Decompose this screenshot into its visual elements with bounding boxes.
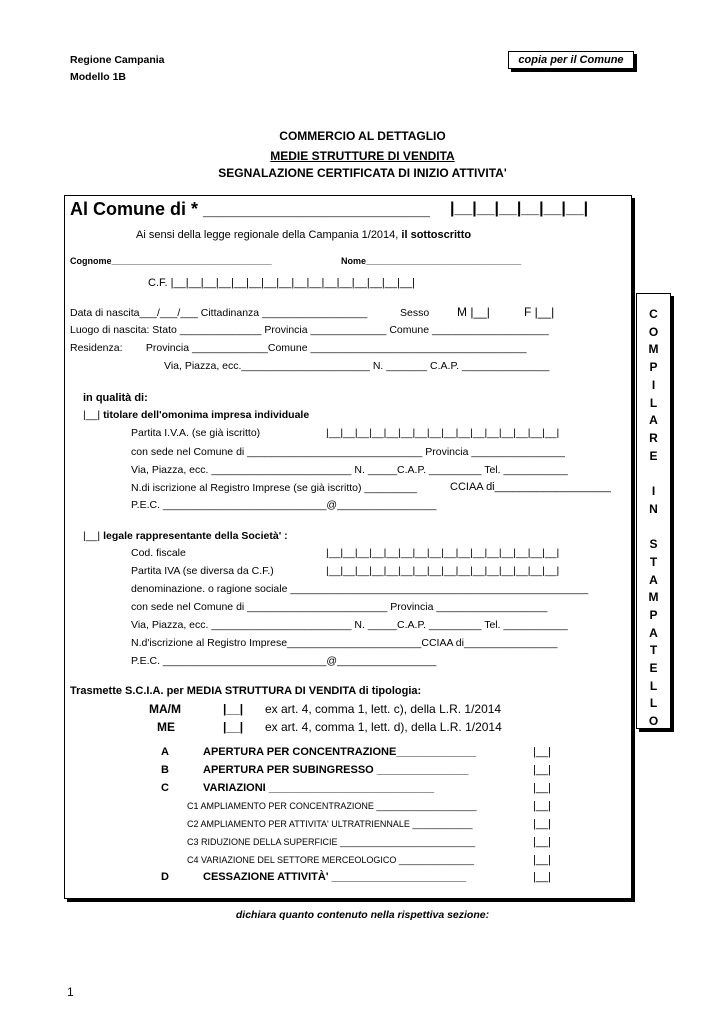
legale-cf-field[interactable]: |__|__|__|__|__|__|__|__|__|__|__|__|__|__|__|__| — [326, 547, 560, 559]
side-letter: C — [649, 307, 658, 321]
comune-label: Al Comune di * — [70, 199, 199, 219]
section-b-letter: B — [161, 764, 169, 776]
title-medie-strutture: MEDIE STRUTTURE DI VENDITA — [270, 149, 455, 163]
copy-label-box: copia per il Comune — [508, 51, 634, 69]
side-letter: P — [649, 607, 658, 622]
section-c-text: VARIAZIONI ___________________________ — [203, 782, 434, 794]
legale-checkbox[interactable]: |__| — [83, 530, 101, 542]
side-letter: I — [651, 377, 656, 392]
legale-pec-row[interactable]: P.E.C. ____________________________@_________________ — [131, 655, 437, 667]
side-letter: R — [649, 430, 658, 445]
side-letter: M — [648, 342, 659, 357]
section-d-checkbox[interactable]: |__| — [533, 871, 551, 883]
legale-sede-row[interactable]: con sede nel Comune di ________________________ Provincia ___________________ — [131, 601, 548, 613]
birth-row[interactable]: Data di nascita___/___/___ Cittadinanza __________________ — [70, 307, 368, 319]
side-letter: O — [648, 324, 659, 339]
comune-code[interactable]: |__|__|__|__|__|__| — [450, 200, 589, 217]
variazione-c1-text: C1 AMPLIAMENTO PER CONCENTRAZIONE ____________________ — [187, 801, 477, 811]
title-commercio: COMMERCIO AL DETTAGLIO — [279, 129, 446, 143]
section-d-text: CESSAZIONE ATTIVITÀ' ______________________ — [203, 871, 467, 883]
tipologia-mam-code: MA/M — [149, 702, 181, 716]
section-b-text: APERTURA PER SUBINGRESSO _______________ — [203, 764, 469, 776]
side-letter: T — [649, 554, 658, 569]
side-letter: L — [649, 678, 658, 693]
side-letter: A — [649, 413, 658, 428]
side-letter: E — [649, 661, 658, 675]
titolare-sede-row[interactable]: con sede nel Comune di ______________________________ Provincia ________________ — [131, 446, 565, 458]
trasmette-title: Trasmette S.C.I.A. per MEDIA STRUTTURA DI VENDITA di tipologia: — [70, 685, 422, 697]
titolare-piva-field[interactable]: |__|__|__|__|__|__|__|__|__|__|__|__|__|__|__|__| — [326, 427, 560, 439]
side-letter: E — [649, 448, 658, 463]
side-letter: L — [649, 696, 658, 711]
tipologia-me-text: ex art. 4, comma 1, lett. d), della L.R. 1/2014 — [265, 720, 502, 734]
section-a-checkbox[interactable]: |__| — [533, 746, 551, 758]
titolare-cciaa-row[interactable]: CCIAA di___________________ — [450, 481, 611, 493]
section-c-checkbox[interactable]: |__| — [533, 782, 551, 794]
variazione-c2-checkbox[interactable]: |__| — [533, 818, 551, 830]
cf-row[interactable]: C.F. |__|__|__|__|__|__|__|__|__|__|__|__|__|__|__|__| — [148, 277, 415, 289]
side-letter: A — [649, 625, 658, 640]
variazione-c3-text: C3 RIDUZIONE DELLA SUPERFICIE ___________________________ — [187, 837, 476, 847]
titolare-pec-row[interactable]: P.E.C. ____________________________@_________________ — [131, 499, 437, 511]
variazione-c3-checkbox[interactable]: |__| — [533, 836, 551, 848]
tipologia-mam-text: ex art. 4, comma 1, lett. c), della L.R. 1/2014 — [265, 702, 502, 716]
side-letter: T — [649, 643, 658, 658]
side-letter: L — [649, 395, 658, 410]
side-letter: A — [649, 572, 658, 587]
section-b-checkbox[interactable]: |__| — [533, 764, 551, 776]
variazione-c2-text: C2 AMPLIAMENTO PER ATTIVITA' ULTRATRIENNALE ____________ — [187, 819, 473, 829]
variazione-c1-checkbox[interactable]: |__| — [533, 800, 551, 812]
titolare-registro-row[interactable]: N.di iscrizione al Registro Imprese (se già iscritto) _________ — [131, 482, 417, 494]
intro-text: Ai sensi della legge regionale della Campania 1/2014, il sottoscritto — [136, 229, 472, 241]
variazione-c4-text: C4 VARIAZIONE DEL SETTORE MERCEOLOGICO _______________ — [187, 855, 474, 865]
section-a-letter: A — [161, 746, 169, 758]
side-letter: M — [648, 590, 659, 605]
side-letter: I — [651, 484, 656, 498]
sesso-label: Sesso — [400, 307, 430, 319]
legale-piva-label: Partita IVA (se diversa da C.F.) — [131, 565, 274, 577]
legale-cf-label: Cod. fiscale — [131, 547, 186, 559]
footer-note: dichiara quanto contenuto nella rispettiva sezione: — [235, 909, 490, 921]
sesso-f-checkbox[interactable]: F |__| — [524, 305, 555, 319]
legale-row[interactable]: |__| legale rappresentante della Società' : — [83, 530, 288, 542]
titolare-piva-label: Partita I.V.A. (se già iscritto) — [131, 427, 261, 439]
region-label: Regione Campania — [70, 54, 165, 66]
compilare-stampatello-box — [636, 293, 671, 729]
sesso-m-checkbox[interactable]: M |__| — [457, 305, 490, 319]
side-letter: N — [649, 501, 658, 516]
section-a-text: APERTURA PER CONCENTRAZIONE_____________ — [203, 746, 476, 758]
tipologia-mam-checkbox[interactable]: |__| — [223, 702, 244, 716]
via-row[interactable]: Via, Piazza, ecc.______________________ N. _______ C.A.P. _______________ — [164, 360, 550, 372]
page-number: 1 — [67, 985, 74, 999]
title-scia: SEGNALAZIONE CERTIFICATA DI INIZIO ATTIVITA' — [218, 166, 507, 180]
qualita-label: in qualità di: — [83, 392, 148, 404]
nome-row[interactable]: Nome_______________________________ — [341, 256, 522, 266]
residenza-row[interactable]: Residenza: Provincia _____________Comune _____________________________________ — [70, 342, 527, 354]
legale-denominazione-row[interactable]: denominazione. o ragione sociale ___________________________________________________ — [131, 583, 589, 595]
tipologia-me-checkbox[interactable]: |__| — [223, 720, 244, 734]
legale-piva-field[interactable]: |__|__|__|__|__|__|__|__|__|__|__|__|__|__|__|__| — [326, 565, 560, 577]
titolare-row[interactable]: |__| titolare dell'omonima impresa individuale — [83, 409, 310, 421]
side-letter: S — [649, 537, 658, 552]
titolare-checkbox[interactable]: |__| — [83, 409, 101, 421]
side-letter: P — [649, 360, 658, 375]
section-d-letter: D — [161, 871, 169, 883]
legale-via-row[interactable]: Via, Piazza, ecc. ________________________ N. _____C.A.P. _________ Tel. ___________ — [131, 619, 568, 631]
variazione-c4-checkbox[interactable]: |__| — [533, 854, 551, 866]
luogo-row[interactable]: Luogo di nascita: Stato ______________ Provincia _____________ Comune ____________________ — [70, 324, 549, 336]
titolare-via-row[interactable]: Via, Piazza, ecc. ________________________ N. _____C.A.P. _________ Tel. ___________ — [131, 464, 568, 476]
comune-blank[interactable]: ________________________ — [203, 200, 430, 219]
section-c-letter: C — [161, 782, 169, 794]
model-label: Modello 1B — [70, 71, 127, 83]
side-letter: O — [648, 714, 659, 729]
legale-registro-row[interactable]: N.d'iscrizione al Registro Imprese_______________________CCIAA di________________ — [131, 637, 558, 649]
cognome-row[interactable]: Cognome________________________________ — [70, 256, 272, 266]
tipologia-me-code: ME — [157, 720, 175, 734]
